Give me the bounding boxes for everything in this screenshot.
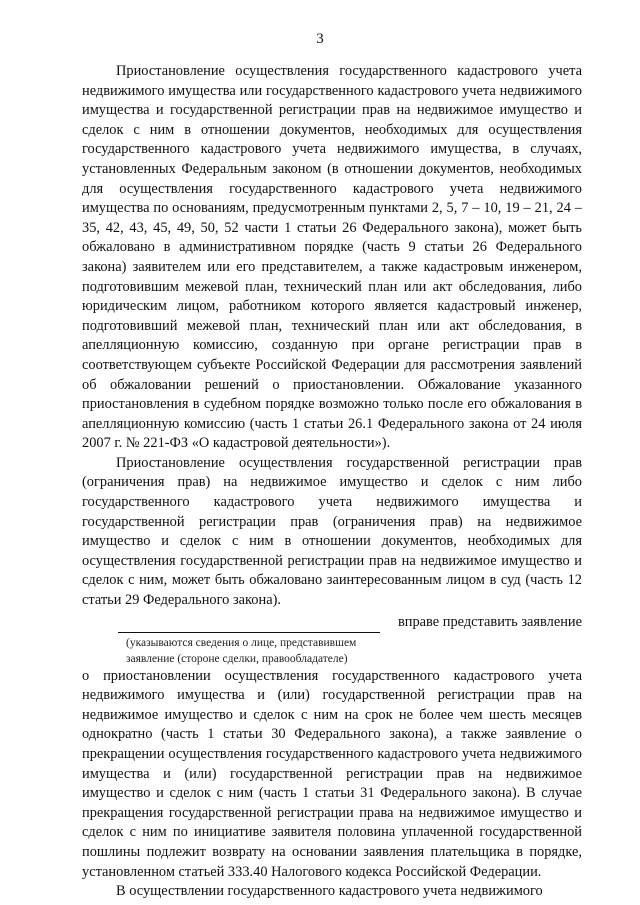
document-body: [82, 62, 582, 902]
form-caption-line: заявление (стороне сделки, правообладателе): [126, 652, 348, 665]
form-trailing-text: вправе представить заявление: [397, 614, 582, 631]
paragraph-suspension-registration: Приостановление осуществления государственной регистрации прав (ограничения прав) на недвижимое имущество и сделок с ним либо государственного кадастрового учета недвижимого имущества и государственной регистрации прав (ограничения прав) на недвижимое имущество и сделок с ним в отношении документов, необходимых для осуществления государственной регистрации прав на недвижимое имущество и сделок с ним, может быть обжаловано заинтересованным лицом в суд (часть 12 статьи 29 Федерального закона).: [82, 454, 582, 609]
form-caption-line: (указываются сведения о лице, представившем: [126, 636, 357, 649]
paragraph-application-rights: о приостановлении осуществления государственного кадастрового учета недвижимого имущества и (или) государственной регистрации прав на недвижимое имущество и сделок с ним на срок не более чем шесть месяцев однократно (часть 1 статьи 30 Федерального закона), а также заявление о прекращении осуществления государственного кадастрового учета недвижимого имущества и (или) государственной регистрации прав на недвижимое имущество и сделок с ним (часть 1 статьи 31 Федерального закона). В случае прекращения государственной регистрации права на недвижимое имущество и сделок с ним по инициативе заявителя половина уплаченной государственной пошлины подлежит возврату на основании заявления плательщика в порядке, установленном статьей 333.40 Налогового кодекса Российской Федерации.: [82, 667, 582, 880]
paragraph-suspension-cadastral: Приостановление осуществления государственного кадастрового учета недвижимого имущества или государственного кадастрового учета недвижимого имущества и государственной регистрации прав на недвижимое имущество и сделок с ним в отношении документов, необходимых для осуществления государственного кадастрового учета недвижимого имущества, в случаях, установленных Федеральным законом (в отношении документов, необходимых для осуществления государственного кадастрового учета недвижимого имущества по основаниям, предусмотренным пунктами 2, 5, 7 – 10, 19 – 21, 24 – 35, 42, 43, 45, 49, 50, 52 части 1 статьи 26 Федерального закона), может быть обжаловано в административном порядке (часть 9 статьи 26 Федерального закона) заявителем или его представителем, а также кадастровым инженером, подготовившим межевой план, технический план или акт обследования, либо юридическим лицом, работником которого является кадастровый инженер, подготовивший межевой план, технический план или акт обследования, в апелляционную комиссию, созданную при органе регистрации прав в соответствующем субъекте Российской Федерации для рассмотрения заявлений об обжаловании решений о приостановлении. Обжалование указанного приостановления в судебном порядке возможно только после его обжалования в апелляционную комиссию (часть 1 статьи 26.1 Федерального закона от 24 июля 2007 г. № 221-ФЗ «О кадастровой деятельности»).: [82, 63, 582, 452]
applicant-form-line: [82, 613, 582, 633]
applicant-blank-field: [118, 618, 380, 633]
paragraph-refusal-start: В осуществлении государственного кадастрового учета недвижимого: [116, 883, 543, 900]
page-number: 3: [316, 31, 324, 47]
form-caption: [126, 635, 582, 667]
